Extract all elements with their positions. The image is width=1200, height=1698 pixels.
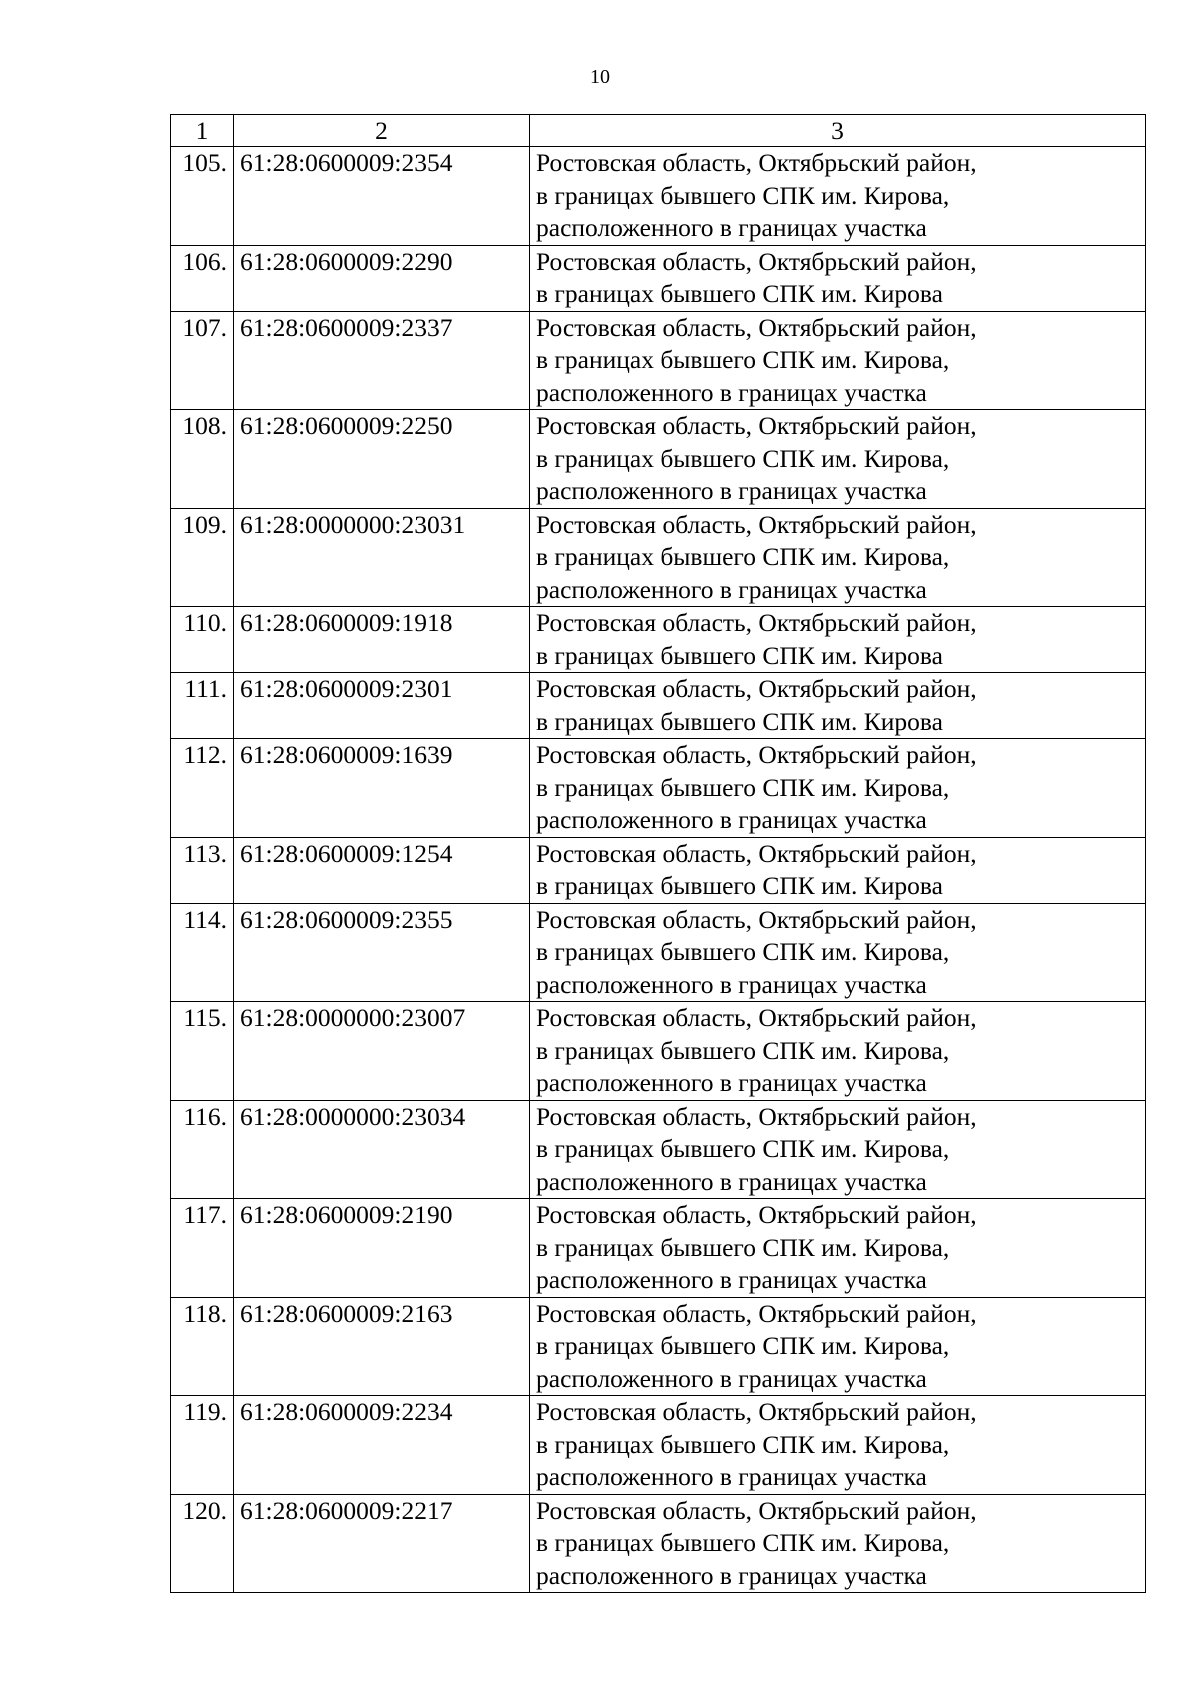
address-line: Ростовская область, Октябрьский район, [536, 1495, 977, 1525]
address-line: Ростовская область, Октябрьский район, [536, 148, 977, 177]
address-line: в границах бывшего СПК им. Кирова, [536, 1528, 950, 1557]
cadastral-number: 61:28:0600009:2250 [234, 410, 530, 509]
row-number: 109. [171, 508, 234, 607]
address-line: расположенного в границах участка [536, 476, 927, 505]
table-row [171, 837, 1146, 903]
address-cell [530, 739, 1146, 838]
cadastral-number: 61:28:0000000:23034 [234, 1100, 530, 1199]
address-cell [530, 607, 1146, 673]
row-number: 112. [171, 739, 234, 838]
row-number: 106. [171, 245, 234, 311]
land-plot-table [170, 114, 1146, 1593]
address-line: в границах бывшего СПК им. Кирова, [536, 1134, 950, 1163]
address-line: расположенного в границах участка [536, 1560, 927, 1590]
address-cell [530, 311, 1146, 410]
table-row [171, 607, 1146, 673]
address-line: Ростовская область, Октябрьский район, [536, 1101, 977, 1131]
address-line: расположенного в границах участка [536, 805, 927, 834]
cadastral-number: 61:28:0600009:2190 [234, 1199, 530, 1298]
address-line: Ростовская область, Октябрьский район, [536, 608, 977, 637]
cadastral-number: 61:28:0600009:2355 [234, 903, 530, 1002]
cadastral-number: 61:28:0000000:23007 [234, 1002, 530, 1101]
table-row [171, 410, 1146, 509]
cadastral-number: 61:28:0600009:2163 [234, 1297, 530, 1396]
address-line: Ростовская область, Октябрьский район, [536, 246, 977, 276]
address-line: Ростовская область, Октябрьский район, [536, 740, 977, 769]
address-line: в границах бывшего СПК им. Кирова [536, 279, 943, 308]
header-col-1: 1 [171, 115, 234, 147]
table-row [171, 311, 1146, 410]
header-col-3: 3 [530, 115, 1146, 147]
cadastral-number: 61:28:0600009:2217 [234, 1494, 530, 1593]
address-line: в границах бывшего СПК им. Кирова, [536, 345, 950, 374]
header-col-2: 2 [234, 115, 530, 147]
table-row [171, 1199, 1146, 1298]
cadastral-number: 61:28:0600009:1254 [234, 837, 530, 903]
row-number: 105. [171, 147, 234, 246]
address-cell [530, 837, 1146, 903]
address-line: расположенного в границах участка [536, 1462, 927, 1491]
table-row [171, 1494, 1146, 1593]
row-number: 113. [171, 837, 234, 903]
address-line: Ростовская область, Октябрьский район, [536, 411, 977, 440]
row-number: 111. [171, 673, 234, 739]
address-cell [530, 147, 1146, 246]
address-cell [530, 410, 1146, 509]
address-line: в границах бывшего СПК им. Кирова [536, 871, 943, 900]
address-line: в границах бывшего СПК им. Кирова, [536, 1035, 950, 1065]
cadastral-number: 61:28:0600009:1918 [234, 607, 530, 673]
address-line: расположенного в границах участка [536, 1265, 927, 1294]
cadastral-number: 61:28:0600009:2354 [234, 147, 530, 246]
cadastral-number: 61:28:0000000:23031 [234, 508, 530, 607]
row-number: 120. [171, 1494, 234, 1593]
cadastral-number: 61:28:0600009:2301 [234, 673, 530, 739]
table-row [171, 1396, 1146, 1495]
table-row [171, 739, 1146, 838]
row-number: 114. [171, 903, 234, 1002]
address-line: расположенного в границах участка [536, 377, 927, 407]
cadastral-number: 61:28:0600009:1639 [234, 739, 530, 838]
table-row [171, 508, 1146, 607]
address-line: Ростовская область, Октябрьский район, [536, 674, 977, 703]
address-cell [530, 1297, 1146, 1396]
row-number: 118. [171, 1297, 234, 1396]
address-line: в границах бывшего СПК им. Кирова, [536, 1232, 950, 1262]
address-line: Ростовская область, Октябрьский район, [536, 904, 977, 934]
address-cell [530, 1100, 1146, 1199]
row-number: 108. [171, 410, 234, 509]
address-line: в границах бывшего СПК им. Кирова [536, 706, 943, 736]
row-number: 117. [171, 1199, 234, 1298]
table-row [171, 147, 1146, 246]
row-number: 116. [171, 1100, 234, 1199]
table-row [171, 1002, 1146, 1101]
address-line: в границах бывшего СПК им. Кирова, [536, 443, 950, 473]
address-line: Ростовская область, Октябрьский район, [536, 1003, 977, 1032]
cadastral-number: 61:28:0600009:2234 [234, 1396, 530, 1495]
address-line: в границах бывшего СПК им. Кирова [536, 640, 943, 670]
address-line: Ростовская область, Октябрьский район, [536, 1200, 977, 1229]
table-row [171, 1100, 1146, 1199]
table-header-row [171, 115, 1146, 147]
address-cell [530, 1494, 1146, 1593]
table-row [171, 903, 1146, 1002]
address-line: расположенного в границах участка [536, 969, 927, 999]
address-line: в границах бывшего СПК им. Кирова, [536, 1331, 950, 1360]
address-cell [530, 508, 1146, 607]
address-line: расположенного в границах участка [536, 1068, 927, 1097]
row-number: 107. [171, 311, 234, 410]
address-cell [530, 673, 1146, 739]
address-line: Ростовская область, Октябрьский район, [536, 312, 977, 342]
cadastral-number: 61:28:0600009:2337 [234, 311, 530, 410]
address-cell [530, 903, 1146, 1002]
address-line: расположенного в границах участка [536, 213, 927, 242]
cadastral-number: 61:28:0600009:2290 [234, 245, 530, 311]
address-line: расположенного в границах участка [536, 1166, 927, 1196]
address-cell [530, 1002, 1146, 1101]
address-line: расположенного в границах участка [536, 574, 927, 604]
address-line: расположенного в границах участка [536, 1363, 927, 1393]
address-line: в границах бывшего СПК им. Кирова, [536, 1429, 950, 1459]
address-line: в границах бывшего СПК им. Кирова, [536, 542, 950, 571]
table-row [171, 673, 1146, 739]
address-line: в границах бывшего СПК им. Кирова, [536, 937, 950, 966]
table-row [171, 1297, 1146, 1396]
address-line: в границах бывшего СПК им. Кирова, [536, 180, 950, 210]
address-line: Ростовская область, Октябрьский район, [536, 1397, 977, 1426]
row-number: 119. [171, 1396, 234, 1495]
address-cell [530, 245, 1146, 311]
address-line: Ростовская область, Октябрьский район, [536, 1298, 977, 1328]
row-number: 115. [171, 1002, 234, 1101]
address-line: Ростовская область, Октябрьский район, [536, 509, 977, 539]
address-line: в границах бывшего СПК им. Кирова, [536, 772, 950, 802]
page-number: 10 [590, 66, 610, 88]
row-number: 110. [171, 607, 234, 673]
table-row [171, 245, 1146, 311]
address-line: Ростовская область, Октябрьский район, [536, 838, 977, 868]
address-cell [530, 1199, 1146, 1298]
address-cell [530, 1396, 1146, 1495]
